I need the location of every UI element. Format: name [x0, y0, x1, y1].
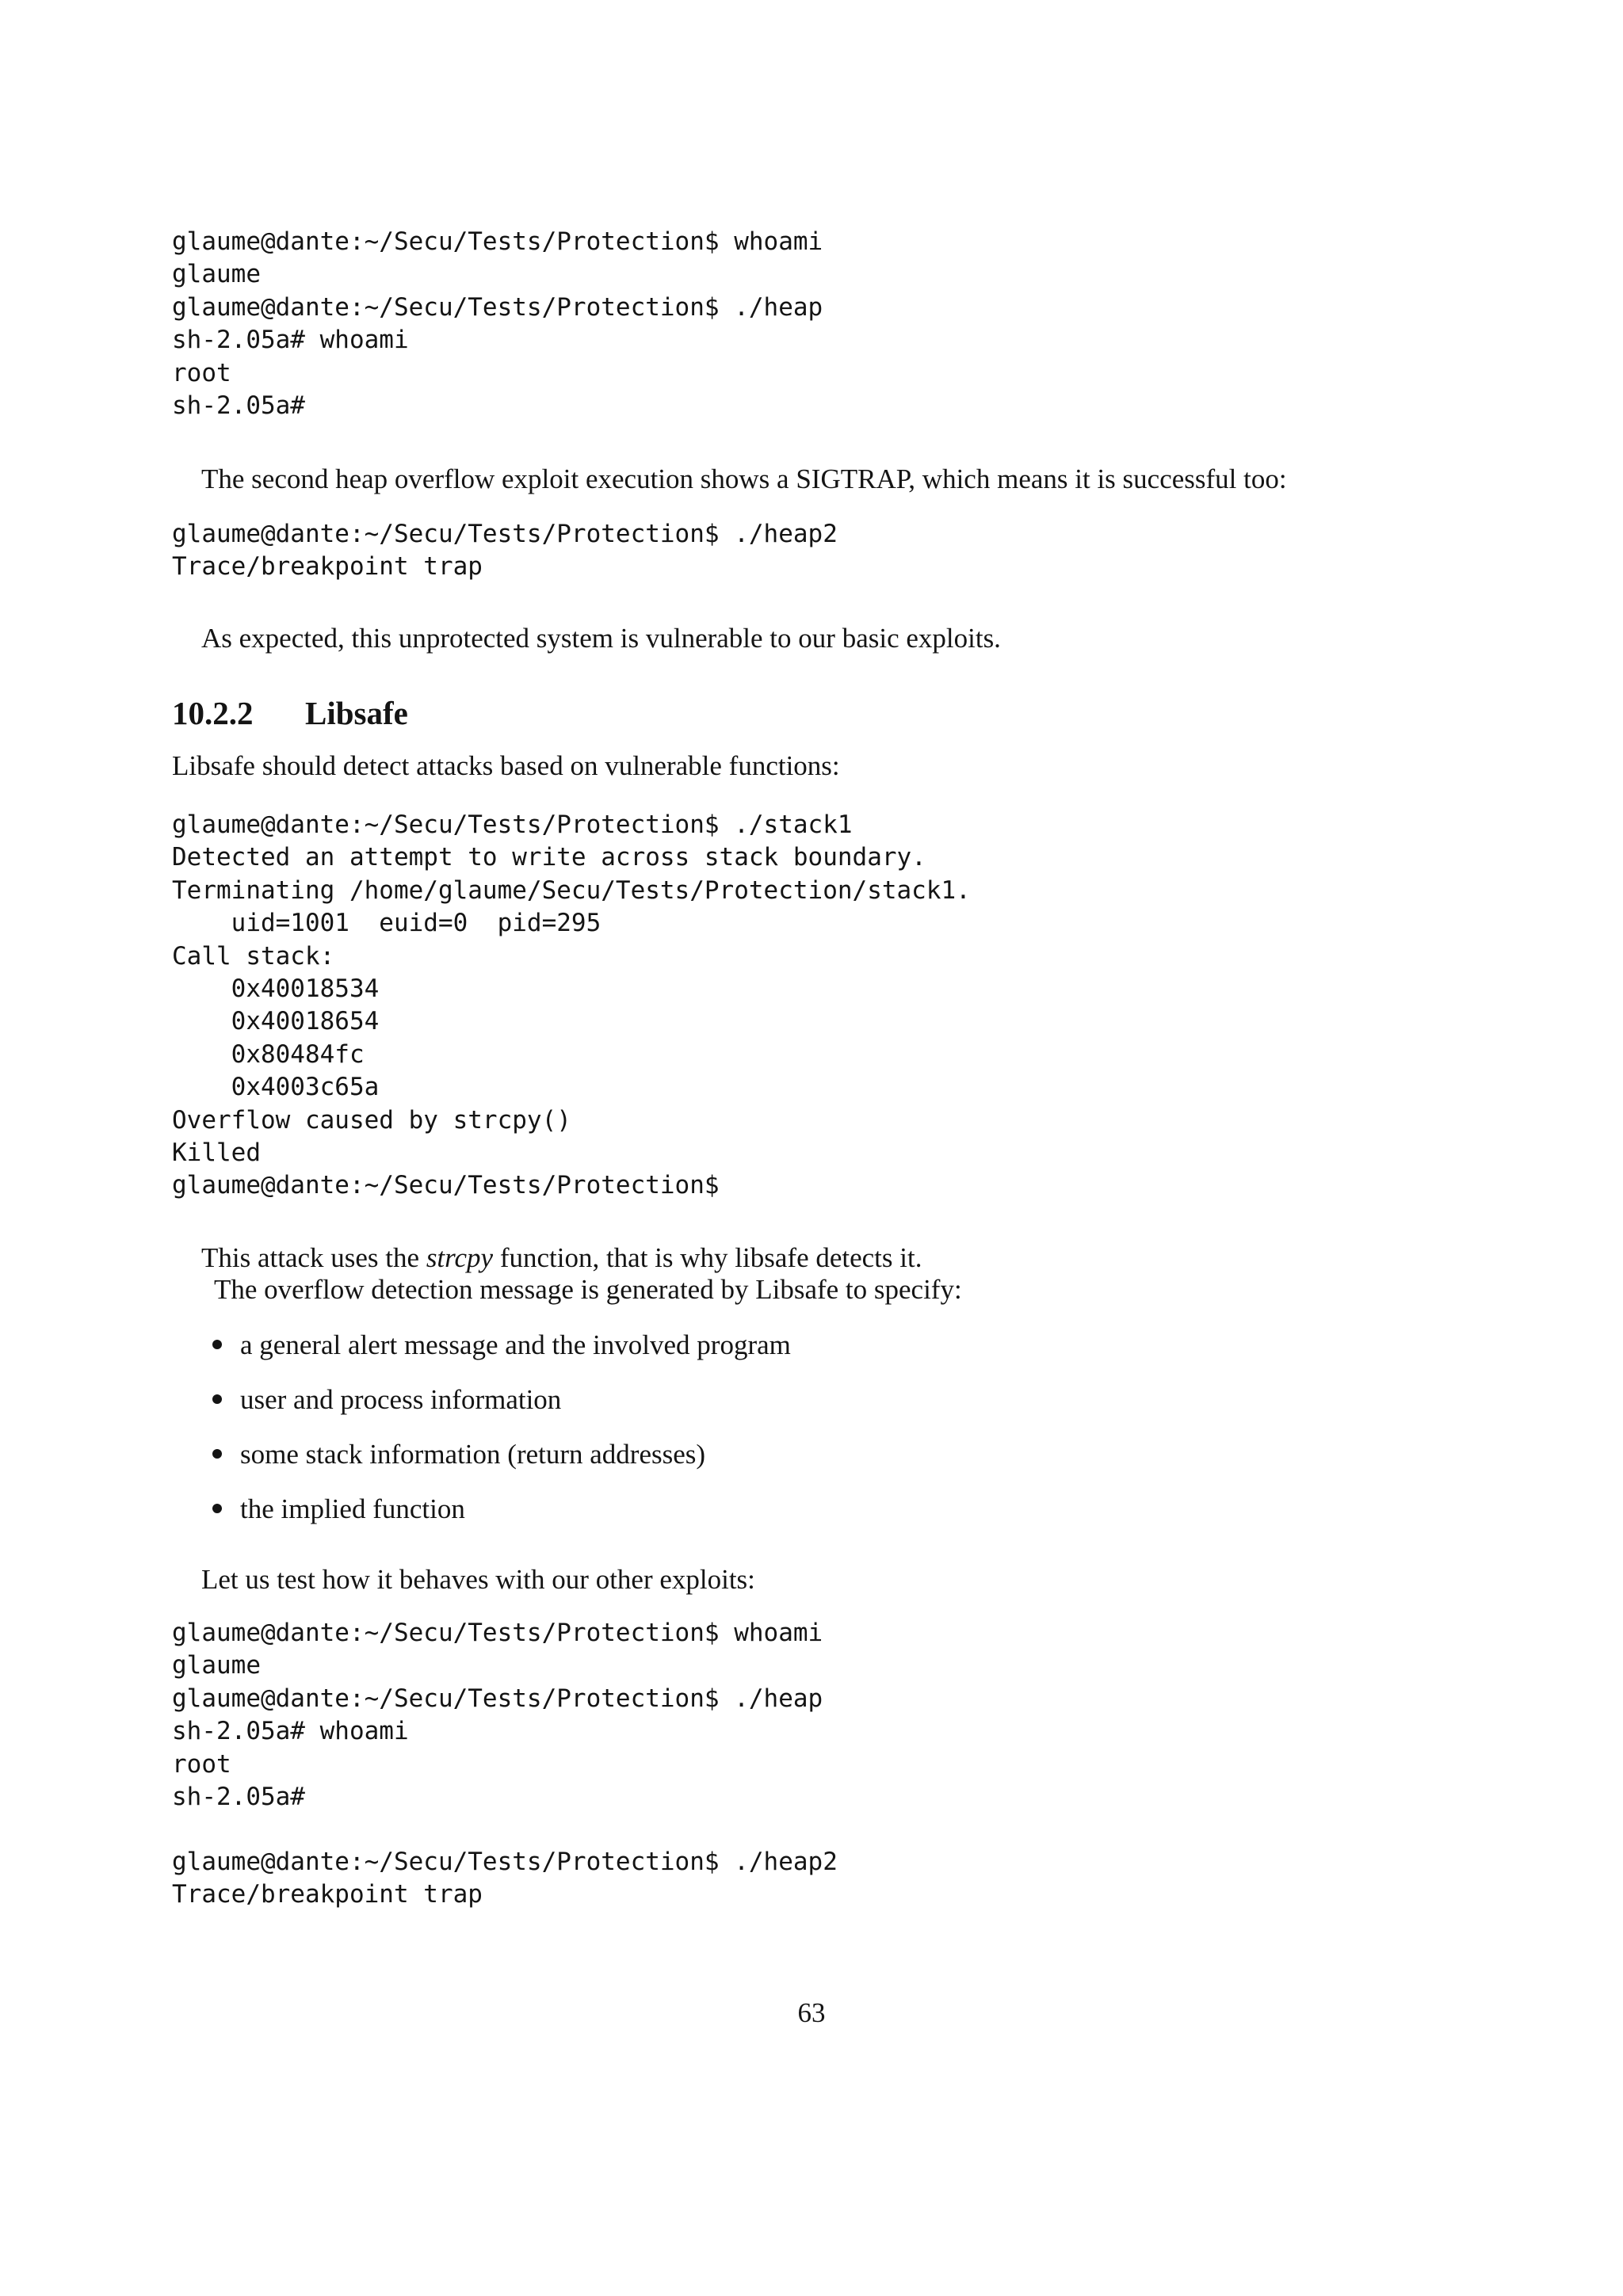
bullet-icon [212, 1340, 222, 1349]
code-block-stack1: glaume@dante:~/Secu/Tests/Protection$ ./stack1 Detected an attempt to write across stack boundary. Terminating /home/glaume/Secu/Tests/Protection/stack1. uid=1001 euid=0 pid=295 Call stack: 0x40018534 0x40018654 0x80484fc 0x4003c65a Overflow caused by strcpy() Killed glaume@dante:~/Secu/Tests/Protection$ [172, 810, 971, 1200]
page-number: 63 [797, 1997, 826, 2028]
code-block-whoami-heap-libsafe: glaume@dante:~/Secu/Tests/Protection$ whoami glaume glaume@dante:~/Secu/Tests/Protection$ ./heap sh-2.05a# whoami root sh-2.05a# [172, 1619, 823, 1812]
document-page: glaume@dante:~/Secu/Tests/Protection$ whoami glaume glaume@dante:~/Secu/Tests/Protection$ ./heap sh-2.05a# whoami root sh-2.05a# The second heap overflow exploit execution shows a SIGTRAP, which means it is successful too: glaume@dante:~/Secu/Tests/Protection$ ./heap2 Trace/breakpoint trap As expected, this unprotected system is vulnerable to our basic exploits. 10.2.2 Libsafe Libsafe should detect attacks based on vulnerable functions: glaume@dante:~/Secu/Tests/Protection$ ./stack1 Detected an attempt to write across stack boundary. Terminating /home/glaume/Secu/Tests/Protection/stack1. uid=1001 euid=0 pid=295 Call stack: 0x40018534 0x40018654 0x80484fc 0x4003c65a Overflow caused by strcpy() Killed glaume@dante:~/Secu/Tests/Protection$ This attack uses the strcpy function, that is why libsafe detects it. The overflow detection message is generated by Libsafe to specify: a general alert message and the involved program user and process information some stack information (return addresses) the implied function Let us test how it behaves with our other exploits: glaume@dante:~/Secu/Tests/Protection$ whoami glaume glaume@dante:~/Secu/Tests/Protection$ ./heap sh-2.05a# whoami root sh-2.05a# glaume@dante:~/Secu/Tests/Protection$ ./heap2 Trace/breakpoint trap 63 [0, 0, 1623, 2296]
paragraph-strcpy-function: strcpy [426, 1242, 494, 1273]
bullet-icon [212, 1449, 222, 1459]
section-title: Libsafe [305, 695, 408, 731]
bullet-icon [212, 1504, 222, 1513]
paragraph-detection-message: The overflow detection message is generated by Libsafe to specify: [214, 1274, 962, 1305]
code-block-heap2: glaume@dante:~/Secu/Tests/Protection$ ./heap2 Trace/breakpoint trap [172, 520, 838, 582]
paragraph-sigtrap: The second heap overflow exploit execution shows a SIGTRAP, which means it is successful too: [201, 463, 1287, 494]
paragraph-strcpy-before: This attack uses the [201, 1242, 426, 1273]
code-block-heap2-libsafe: glaume@dante:~/Secu/Tests/Protection$ ./heap2 Trace/breakpoint trap [172, 1848, 838, 1909]
paragraph-other-exploits: Let us test how it behaves with our other exploits: [201, 1564, 755, 1595]
paragraph-libsafe-intro: Libsafe should detect attacks based on vulnerable functions: [172, 750, 840, 781]
section-heading [172, 694, 408, 732]
section-number: 10.2.2 [172, 695, 254, 731]
paragraph-strcpy-after: function, that is why libsafe detects it. [493, 1242, 922, 1273]
paragraph-unprotected: As expected, this unprotected system is vulnerable to our basic exploits. [201, 623, 1001, 654]
bullet-icon [212, 1394, 222, 1404]
code-block-whoami-heap: glaume@dante:~/Secu/Tests/Protection$ whoami glaume glaume@dante:~/Secu/Tests/Protection$ ./heap sh-2.05a# whoami root sh-2.05a# [172, 227, 823, 421]
paragraph-strcpy [201, 1241, 922, 1274]
